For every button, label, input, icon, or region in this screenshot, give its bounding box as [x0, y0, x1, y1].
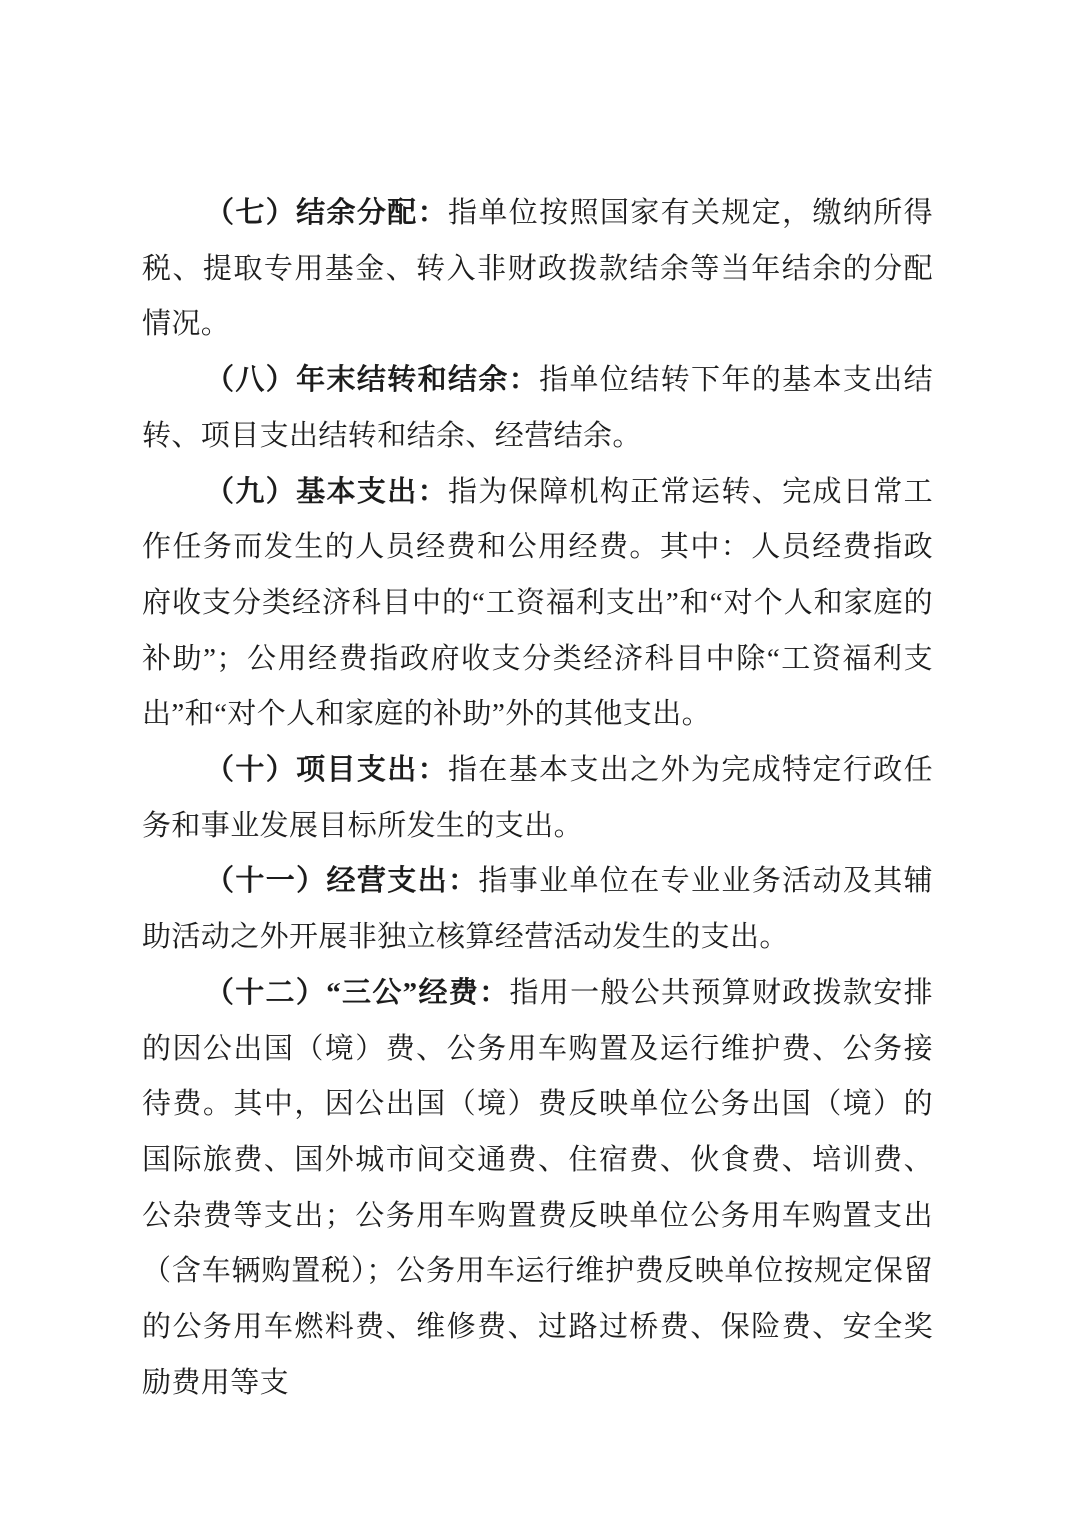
paragraph-lead: （十）项目支出： [204, 754, 448, 787]
paragraph-lead: （七）结余分配： [204, 197, 448, 229]
paragraph-body: 指单位按照国家有关规定，缴纳所得税、提取专用基金、转入非财政拨款结余等当年结余的分配情况。 [142, 197, 934, 341]
paragraph-body: 指事业单位在专业业务活动及其辅助活动之外开展非独立核算经营活动发生的支出。 [142, 865, 933, 954]
paragraph-lead: （九）基本支出： [204, 475, 448, 508]
paragraph-7-surplus-distribution [142, 186, 933, 353]
paragraph-lead: （十一）经营支出： [204, 865, 479, 898]
text-block [142, 186, 933, 1411]
paragraph-11-operating-expenditure [142, 854, 933, 965]
paragraph-body: 指单位结转下年的基本支出结转、项目支出结转和结余、经营结余。 [142, 364, 934, 452]
paragraph-lead: （八）年末结转和结余： [204, 364, 540, 397]
paragraph-8-yearend-carryover [142, 353, 933, 464]
paragraph-lead: （十二）“三公”经费： [204, 976, 510, 1009]
paragraph-body: 指为保障机构正常运转、完成日常工作任务而发生的人员经费和公用经费。其中：人员经费指政府收支分类经济科目中的“工资福利支出”和“对个人和家庭的补助”；公用经费指政府收支分类经济科目中除“工资福利支出”和“对个人和家庭的补助”外的其他支出。 [142, 475, 934, 731]
paragraph-body: 指在基本支出之外为完成特定行政任务和事业发展目标所发生的支出。 [142, 754, 934, 842]
paragraph-9-basic-expenditure [142, 465, 933, 744]
paragraph-body: 指用一般公共预算财政拨款安排的因公出国（境）费、公务用车购置及运行维护费、公务接待费。其中，因公出国（境）费反映单位公务出国（境）的国际旅费、国外城市间交通费、住宿费、伙食费、培训费、公杂费等支出；公务用车购置费反映单位公务用车购置支出（含车辆购置税）；公务用车运行维护费反映单位按规定保留的公务用车燃料费、维修费、过路过桥费、保险费、安全奖励费用等支 [142, 976, 933, 1399]
paragraph-10-project-expenditure [142, 743, 933, 854]
paragraph-12-three-public-funds [142, 966, 933, 1412]
